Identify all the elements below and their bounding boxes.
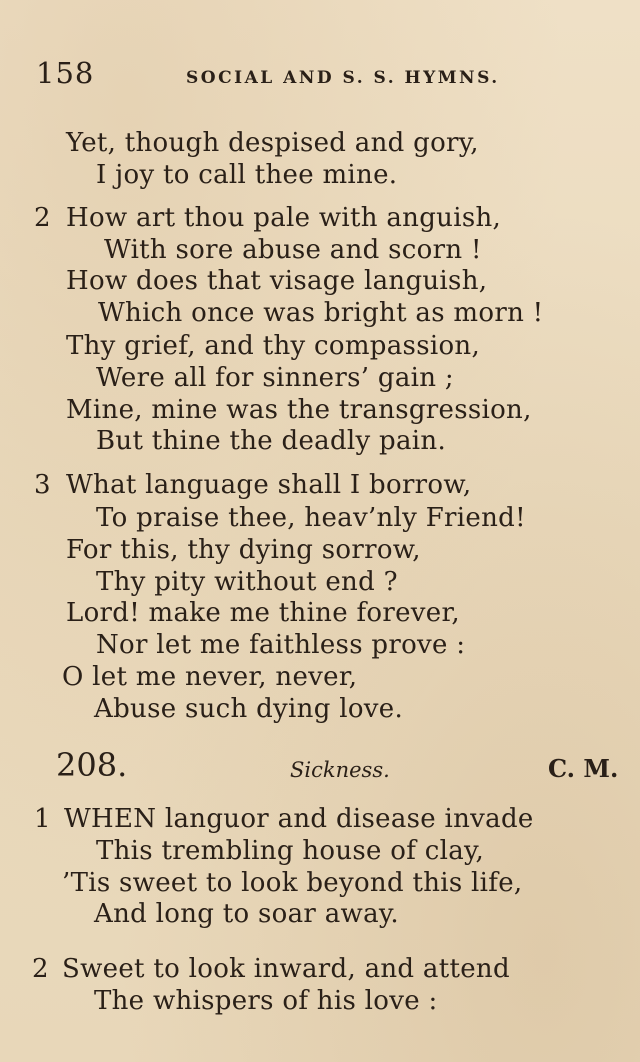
verse-line: Lord! make me thine forever, (66, 598, 460, 628)
verse-line: And long to soar away. (94, 899, 399, 929)
verse-line: Thy pity without end ? (96, 567, 398, 597)
verse-number: 2 (32, 954, 49, 984)
verse-line: Which once was bright as morn ! (98, 298, 544, 328)
running-title: SOCIAL AND S. S. HYMNS. (186, 68, 500, 88)
running-head (36, 56, 616, 96)
verse-line: How art thou pale with anguish, (66, 203, 502, 233)
verse-line: What language shall I borrow, (66, 470, 472, 500)
verse-line: Nor let me faithless prove : (96, 630, 466, 660)
verse-line: With sore abuse and scorn ! (104, 235, 482, 265)
hymn-meter: C. M. (548, 754, 619, 783)
verse-line: Were all for sinners’ gain ; (96, 363, 454, 393)
page-number: 158 (36, 56, 95, 90)
verse-number: 3 (34, 470, 51, 500)
verse-line: This trembling house of clay, (96, 836, 485, 866)
verse-line: O let me never, never, (62, 662, 358, 692)
verse-line: ’Tis sweet to look beyond this life, (62, 868, 523, 898)
verse-line: Sweet to look inward, and attend (62, 954, 510, 984)
verse-line: WHEN languor and disease invade (64, 804, 534, 834)
verse-line: Thy grief, and thy compassion, (66, 331, 481, 361)
verse-line: Abuse such dying love. (94, 694, 404, 724)
verse-line: I joy to call thee mine. (96, 160, 398, 190)
hymn-number: 208. (56, 746, 128, 784)
verse-line: How does that visage languish, (66, 266, 488, 296)
verse-line: But thine the deadly pain. (96, 426, 447, 456)
verse-number: 1 (34, 804, 51, 834)
hymn-subject: Sickness. (290, 758, 390, 782)
verse-line: Yet, though despised and gory, (66, 128, 479, 158)
verse-line: To praise thee, heav’nly Friend! (96, 503, 526, 533)
verse-line: The whispers of his love : (94, 986, 438, 1016)
verse-number: 2 (34, 203, 51, 233)
verse-line: For this, thy dying sorrow, (66, 535, 421, 565)
verse-line: Mine, mine was the transgression, (66, 395, 532, 425)
